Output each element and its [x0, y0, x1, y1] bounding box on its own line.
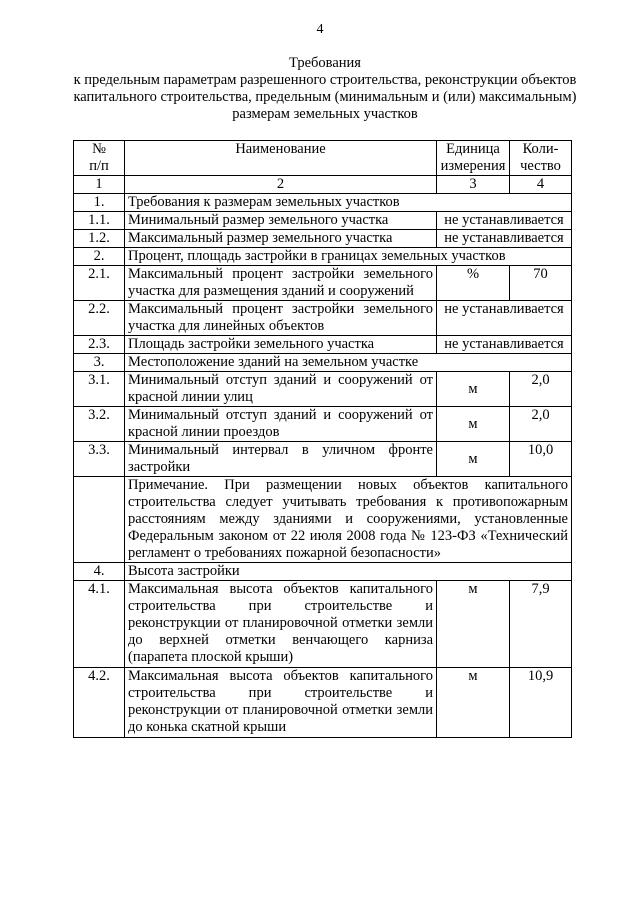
table-row: [74, 248, 572, 266]
row-name: Максимальная высота объектов капитального строительства при строительстве и реконструкции от планировочной отметки земли до верхней отметки венчающего карниза (парапета плоской крыши): [125, 581, 437, 668]
section-title: Местоположение зданий на земельном участке: [125, 354, 572, 372]
row-qty: 70: [510, 266, 572, 301]
row-number: 2.2.: [74, 301, 125, 336]
table-row: [74, 354, 572, 372]
row-number: 1.1.: [74, 212, 125, 230]
note-text: Примечание. При размещении новых объектов капитального строительства следует учитывать требования к противопожарным расстояниям между зданиями и сооружениями, установленные Федеральным законом от 22 июля 2008 года № 123-ФЗ «Технический регламент о требованиях пожарной безопасности»: [125, 477, 572, 563]
row-number: 4.1.: [74, 581, 125, 668]
section-title: Процент, площадь застройки в границах земельных участков: [125, 248, 572, 266]
row-number: 1.: [74, 194, 125, 212]
row-unit: не устанавливается: [437, 301, 572, 336]
row-number: 4.: [74, 563, 125, 581]
table-row: [74, 477, 572, 563]
row-number: 4.2.: [74, 668, 125, 738]
requirements-table: [73, 140, 572, 738]
row-number: 3.2.: [74, 407, 125, 442]
row-name: Площадь застройки земельного участка: [125, 336, 437, 354]
table-row: [74, 668, 572, 738]
column-number: 3: [437, 176, 510, 194]
row-qty: 10,0: [510, 442, 572, 477]
table-row: [74, 581, 572, 668]
row-number: 2.3.: [74, 336, 125, 354]
row-qty: 2,0: [510, 407, 572, 442]
table-row: [74, 266, 572, 301]
row-name: Минимальный размер земельного участка: [125, 212, 437, 230]
row-number: [74, 477, 125, 563]
column-number: 2: [125, 176, 437, 194]
row-unit: м: [437, 372, 510, 407]
row-name: Максимальная высота объектов капитального строительства при строительстве и реконструкции от планировочной отметки земли до конька скатной крыши: [125, 668, 437, 738]
row-name: Максимальный размер земельного участка: [125, 230, 437, 248]
header-unit: Единица измерения: [437, 141, 510, 176]
row-unit: %: [437, 266, 510, 301]
row-number: 2.: [74, 248, 125, 266]
row-unit: не устанавливается: [437, 230, 572, 248]
row-name: Минимальный интервал в уличном фронте застройки: [125, 442, 437, 477]
title-heading: Требования: [289, 55, 361, 71]
row-unit: м: [437, 581, 510, 668]
table-row: [74, 372, 572, 407]
table-row: [74, 563, 572, 581]
row-name: Минимальный отступ зданий и сооружений от красной линии улиц: [125, 372, 437, 407]
table-row: [74, 230, 572, 248]
table-row: [74, 336, 572, 354]
table-row: [74, 407, 572, 442]
row-unit: м: [437, 668, 510, 738]
row-number: 1.2.: [74, 230, 125, 248]
table-row: [74, 442, 572, 477]
section-title: Высота застройки: [125, 563, 572, 581]
row-unit: не устанавливается: [437, 212, 572, 230]
row-name: Максимальный процент застройки земельного участка для размещения зданий и сооружений: [125, 266, 437, 301]
row-unit: м: [437, 442, 510, 477]
header-name: Наименование: [125, 141, 437, 176]
row-qty: 2,0: [510, 372, 572, 407]
table-header-row: [74, 141, 572, 176]
row-name: Максимальный процент застройки земельного участка для линейных объектов: [125, 301, 437, 336]
title-subheading: к предельным параметрам разрешенного строительства, реконструкции объектов капитального строительства, предельным (минимальным и (или) максимальным) размерам земельных участков: [73, 72, 577, 122]
row-number: 3.: [74, 354, 125, 372]
table-row: [74, 194, 572, 212]
row-qty: 7,9: [510, 581, 572, 668]
row-unit: м: [437, 407, 510, 442]
page-number: 4: [316, 22, 324, 37]
row-number: 2.1.: [74, 266, 125, 301]
header-qty: Коли-чество: [510, 141, 572, 176]
row-number: 3.3.: [74, 442, 125, 477]
column-number-row: [74, 176, 572, 194]
table-row: [74, 301, 572, 336]
section-title: Требования к размерам земельных участков: [125, 194, 572, 212]
row-qty: 10,9: [510, 668, 572, 738]
header-num: № п/п: [74, 141, 125, 176]
table-row: [74, 212, 572, 230]
document-title: [60, 55, 590, 123]
column-number: 4: [510, 176, 572, 194]
row-number: 3.1.: [74, 372, 125, 407]
row-unit: не устанавливается: [437, 336, 572, 354]
column-number: 1: [74, 176, 125, 194]
row-name: Минимальный отступ зданий и сооружений от красной линии проездов: [125, 407, 437, 442]
